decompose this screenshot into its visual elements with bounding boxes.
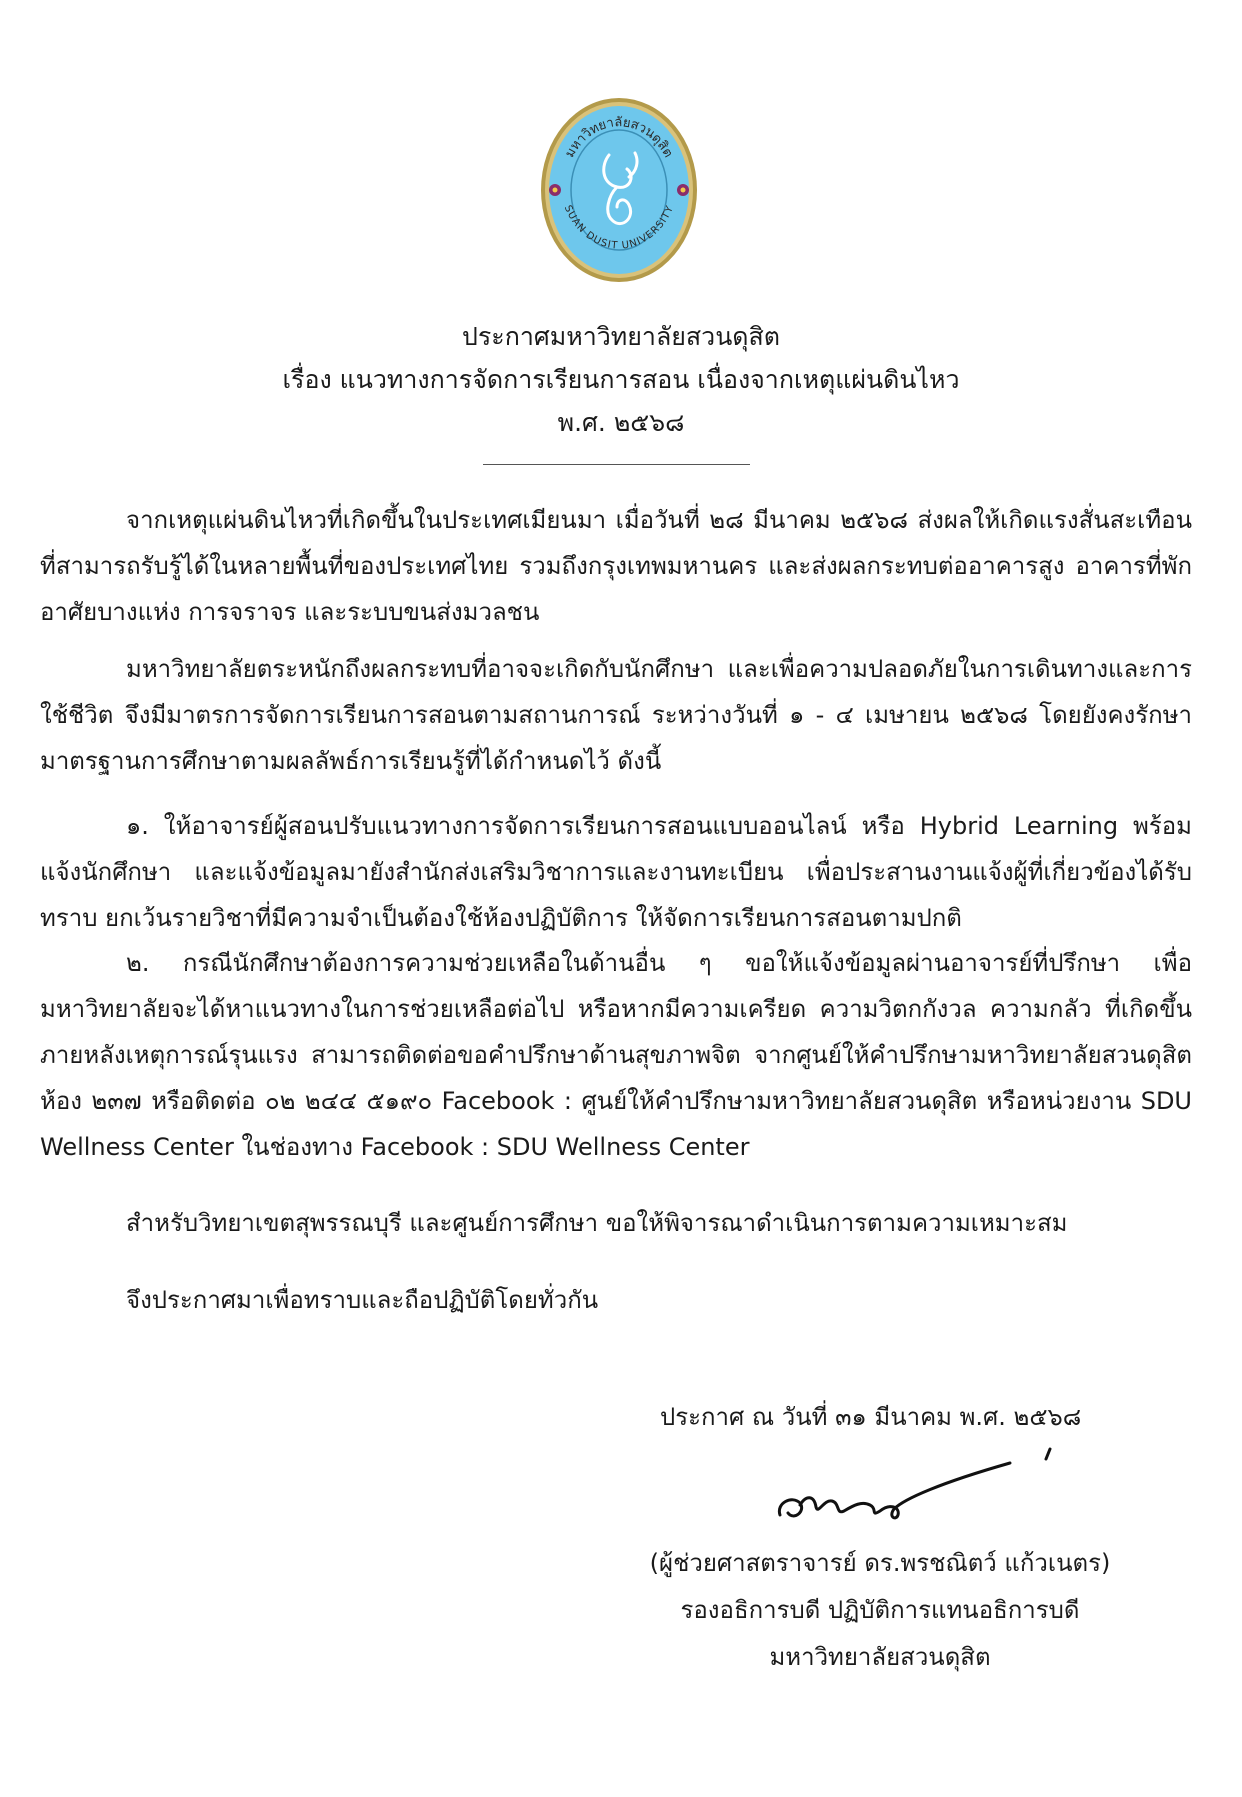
measure-item-2: ๒. กรณีนักศึกษาต้องการความช่วยเหลือในด้านอื่น ๆ ขอให้แจ้งข้อมูลผ่านอาจารย์ที่ปรึกษา เพื่อมหาวิทยาลัยจะได้หาแนวทางในการช่วยเหลือต่อไป หรือหากมีความเครียด ความวิตกกังวล ความกลัว ที่เกิดขึ้นภายหลังเหตุการณ์รุนแรง สามารถติดต่อขอคำปรึกษาด้านสุขภาพจิต จากศูนย์ให้คำปรึกษามหาวิทยาลัยสวนดุสิต ห้อง ๒๓๗ หรือติดต่อ ๐๒ ๒๔๔ ๕๑๙๐ Facebook : ศูนย์ให้คำปรึกษามหาวิทยาลัยสวนดุสิต หรือหน่วยงาน SDU Wellness Center ในช่องทาง Facebook : SDU Wellness Center (40, 949, 1192, 1161)
announcement-year: พ.ศ. ๒๕๖๘ (557, 408, 685, 437)
paragraph-measures: มหาวิทยาลัยตระหนักถึงผลกระทบที่อาจจะเกิดกับนักศึกษา และเพื่อความปลอดภัยในการเดินทางและการใช้ชีวิต จึงมีมาตรการจัดการเรียนการสอนตามสถานการณ์ ระหว่างวันที่ ๑ - ๔ เมษายน ๒๕๖๘ โดยยังคงรักษามาตรฐานการศึกษาตามผลลัพธ์การเรียนรู้ที่ได้กำหนดไว้ ดังนี้ (40, 655, 1192, 775)
measure-item-1: ๑. ให้อาจารย์ผู้สอนปรับแนวทางการจัดการเรียนการสอนแบบออนไลน์ หรือ Hybrid Learning พร้อมแจ้งนักศึกษา และแจ้งข้อมูลมายังสำนักส่งเสริมวิชาการและงานทะเบียน เพื่อประสานงานแจ้งผู้ที่เกี่ยวข้องได้รับทราบ ยกเว้นรายวิชาที่มีความจำเป็นต้องใช้ห้องปฏิบัติการ ให้จัดการเรียนการสอนตามปกติ (40, 812, 1192, 932)
heading-divider (483, 464, 750, 465)
announcement-title: ประกาศมหาวิทยาลัยสวนดุสิต (461, 322, 781, 351)
university-logo (539, 95, 699, 285)
university-seal-icon (539, 95, 699, 285)
paragraph-campuses: สำหรับวิทยาเขตสุพรรณบุรี และศูนย์การศึกษา ขอให้พิจารณาดำเนินการตามความเหมาะสม (126, 1209, 1068, 1237)
paragraph-background: จากเหตุแผ่นดินไหวที่เกิดขึ้นในประเทศเมียนมา เมื่อวันที่ ๒๘ มีนาคม ๒๕๖๘ ส่งผลให้เกิดแรงสั่นสะเทือนที่สามารถรับรู้ได้ในหลายพื้นที่ของประเทศไทย รวมถึงกรุงเทพมหานคร และส่งผลกระทบต่ออาคารสูง อาคารที่พักอาศัยบางแห่ง การจราจร และระบบขนส่งมวลชน (40, 506, 1192, 626)
handwritten-signature (770, 1445, 1070, 1540)
signer-organization: มหาวิทยาลัยสวนดุสิต (769, 1643, 991, 1671)
announcement-date: ประกาศ ณ วันที่ ๓๑ มีนาคม พ.ศ. ๒๕๖๘ (660, 1403, 1082, 1431)
signer-name: (ผู้ช่วยศาสตราจารย์ ดร.พรชณิตว์ แก้วเนตร) (649, 1549, 1111, 1577)
logo-english-text: SUAN DUSIT UNIVERSITY (561, 203, 677, 252)
announcement-subject: เรื่อง แนวทางการจัดการเรียนการสอน เนื่องจากเหตุแผ่นดินไหว (282, 365, 960, 394)
paragraph-closing: จึงประกาศมาเพื่อทราบและถือปฏิบัติโดยทั่วกัน (126, 1286, 599, 1314)
signer-position: รองอธิการบดี ปฏิบัติการแทนอธิการบดี (680, 1596, 1080, 1624)
logo-arc-text: มหาวิทยาลัยสวนดุสิต (562, 115, 676, 161)
